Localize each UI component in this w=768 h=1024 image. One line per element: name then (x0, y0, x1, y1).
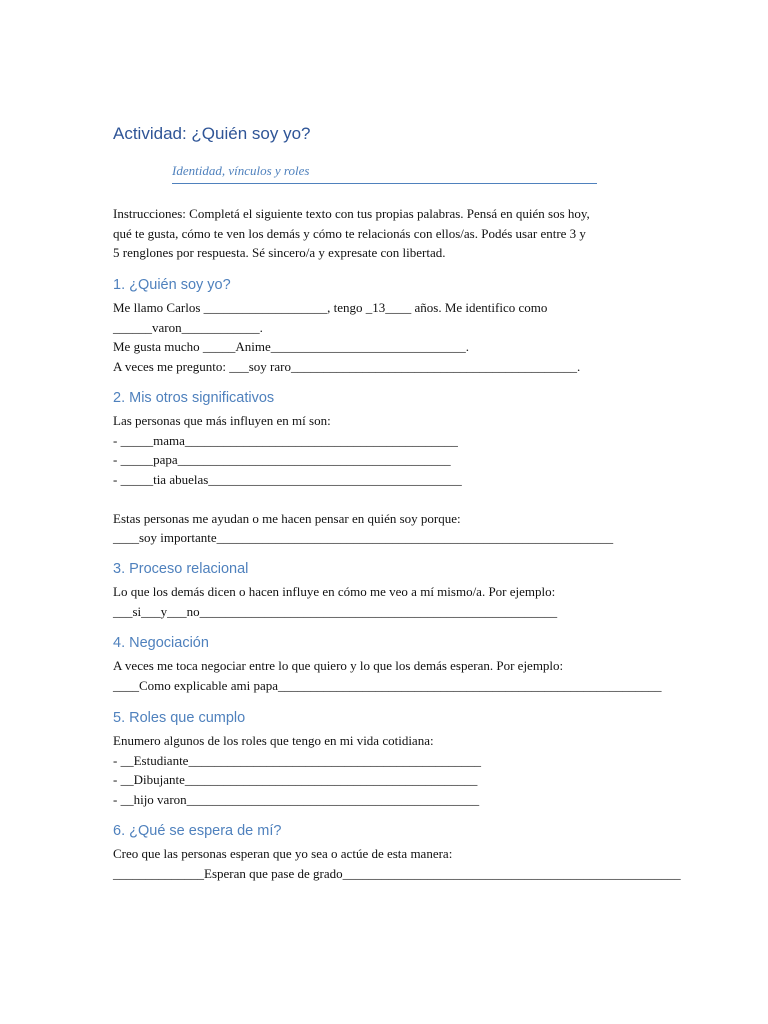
document-subtitle: Identidad, vínculos y roles (172, 163, 310, 178)
section-body-expectations (113, 844, 681, 883)
section-body-roles (113, 731, 653, 809)
section-body-significant-others (113, 411, 653, 548)
answer-line: - __Estudiante_____________________________________________ (113, 752, 481, 768)
document-title: Actividad: ¿Quién soy yo? (113, 124, 311, 143)
answer-line: Las personas que más influyen en mí son: (113, 413, 331, 428)
instructions-paragraph (113, 204, 653, 263)
answer-line: Me llamo Carlos ___________________, tengo _13____ años. Me identifico como (113, 300, 548, 315)
answer-line: ___si___y___no_______________________________________________________ (113, 603, 558, 619)
blank-line (113, 489, 653, 509)
section-heading-who-am-i: 1. ¿Quién soy yo? (113, 277, 231, 293)
answer-line: - _____papa__________________________________________ (113, 452, 451, 467)
answer-line: A veces me pregunto: ___soy raro____________________________________________. (113, 358, 581, 374)
answer-line: Lo que los demás dicen o hacen influye en cómo me veo a mí mismo/a. Por ejemplo: (113, 584, 556, 599)
answer-line: ______varon____________. (113, 319, 263, 335)
section-body-negotiation (113, 656, 662, 695)
section-heading-relational-process: 3. Proceso relacional (113, 561, 249, 577)
instructions-line: 5 renglones por respuesta. Sé sincero/a y expresate con libertad. (113, 245, 446, 260)
answer-line: - __hijo varon_____________________________________________ (113, 791, 480, 807)
section-heading-roles: 5. Roles que cumplo (113, 710, 246, 726)
answer-line: ____soy importante_____________________________________________________________ (113, 530, 614, 545)
answer-line: Me gusta mucho _____Anime______________________________. (113, 339, 470, 354)
section-heading-significant-others: 2. Mis otros significativos (113, 390, 275, 406)
answer-line: - _____tia abuelas_______________________________________ (113, 471, 462, 487)
subtitle-rule (172, 163, 597, 184)
answer-line: Estas personas me ayudan o me hacen pensar en quién soy porque: (113, 510, 461, 526)
answer-line: Creo que las personas esperan que yo sea o actúe de esta manera: (113, 846, 453, 861)
section-body-who-am-i (113, 298, 653, 376)
section-heading-expectations: 6. ¿Qué se espera de mí? (113, 823, 282, 839)
answer-line: A veces me toca negociar entre lo que quiero y lo que los demás esperan. Por ejemplo: (113, 658, 564, 673)
answer-line: ____Como explicable ami papa___________________________________________________________ (113, 677, 662, 693)
answer-line: - __Dibujante_____________________________________________ (113, 772, 478, 787)
answer-line: ______________Esperan que pase de grado____________________________________________________ (113, 865, 681, 881)
section-heading-negotiation: 4. Negociación (113, 635, 209, 651)
instructions-line: Instrucciones: Completá el siguiente texto con tus propias palabras. Pensá en quién sos hoy, (113, 206, 590, 221)
section-body-relational-process (113, 582, 653, 621)
answer-line: Enumero algunos de los roles que tengo en mi vida cotidiana: (113, 733, 434, 748)
instructions-line: qué te gusta, cómo te ven los demás y cómo te relacionás con ellos/as. Podés usar entre 3 y (113, 225, 586, 241)
answer-line: - _____mama__________________________________________ (113, 432, 458, 448)
